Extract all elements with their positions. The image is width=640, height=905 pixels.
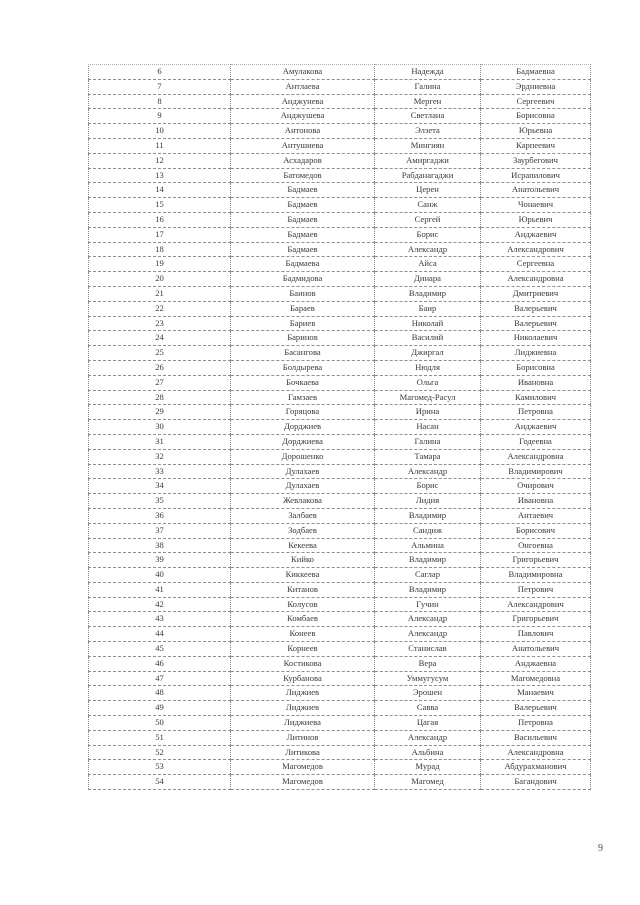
surname-cell: Бадмаев	[231, 227, 375, 242]
patronymic-cell: Магомедовна	[481, 671, 591, 686]
surname-cell: Комбаев	[231, 612, 375, 627]
row-number-cell: 27	[89, 375, 231, 390]
table-row	[89, 716, 591, 731]
table-row	[89, 642, 591, 657]
roster-table-body	[89, 65, 591, 790]
surname-cell: Бадмаев	[231, 183, 375, 198]
table-row	[89, 109, 591, 124]
table-row	[89, 301, 591, 316]
first-name-cell: Амиргаджи	[375, 153, 481, 168]
surname-cell: Бариев	[231, 316, 375, 331]
first-name-cell: Цагая	[375, 716, 481, 731]
row-number-cell: 15	[89, 198, 231, 213]
table-row	[89, 656, 591, 671]
surname-cell: Бадмаев	[231, 198, 375, 213]
row-number-cell: 43	[89, 612, 231, 627]
surname-cell: Баринов	[231, 331, 375, 346]
first-name-cell: Владимир	[375, 582, 481, 597]
row-number-cell: 13	[89, 168, 231, 183]
table-row	[89, 568, 591, 583]
patronymic-cell: Николаевич	[481, 331, 591, 346]
surname-cell: Лиджиев	[231, 686, 375, 701]
patronymic-cell: Лиджиевна	[481, 346, 591, 361]
patronymic-cell: Валерьевич	[481, 316, 591, 331]
first-name-cell: Борис	[375, 227, 481, 242]
table-row	[89, 124, 591, 139]
table-row	[89, 257, 591, 272]
surname-cell: Жевлакова	[231, 494, 375, 509]
surname-cell: Дорошенко	[231, 449, 375, 464]
patronymic-cell: Абдурахманович	[481, 760, 591, 775]
patronymic-cell: Александровна	[481, 272, 591, 287]
patronymic-cell: Исрапилович	[481, 168, 591, 183]
surname-cell: Магомедов	[231, 760, 375, 775]
first-name-cell: Альмина	[375, 538, 481, 553]
row-number-cell: 37	[89, 523, 231, 538]
surname-cell: Литинов	[231, 730, 375, 745]
surname-cell: Бадмаев	[231, 242, 375, 257]
patronymic-cell: Павлович	[481, 627, 591, 642]
patronymic-cell: Владимировна	[481, 568, 591, 583]
row-number-cell: 6	[89, 65, 231, 80]
patronymic-cell: Александровна	[481, 745, 591, 760]
patronymic-cell: Александрович	[481, 242, 591, 257]
surname-cell: Бараев	[231, 301, 375, 316]
row-number-cell: 49	[89, 701, 231, 716]
row-number-cell: 19	[89, 257, 231, 272]
table-row	[89, 434, 591, 449]
row-number-cell: 46	[89, 656, 231, 671]
patronymic-cell: Валерьевич	[481, 701, 591, 716]
first-name-cell: Вера	[375, 656, 481, 671]
patronymic-cell: Антаевич	[481, 508, 591, 523]
patronymic-cell: Сергеевич	[481, 94, 591, 109]
first-name-cell: Церен	[375, 183, 481, 198]
first-name-cell: Николай	[375, 316, 481, 331]
surname-cell: Горяцова	[231, 405, 375, 420]
row-number-cell: 20	[89, 272, 231, 287]
table-row	[89, 775, 591, 790]
surname-cell: Бадмаев	[231, 212, 375, 227]
patronymic-cell: Анджаевич	[481, 420, 591, 435]
patronymic-cell: Борисовна	[481, 109, 591, 124]
row-number-cell: 10	[89, 124, 231, 139]
first-name-cell: Ольга	[375, 375, 481, 390]
table-row	[89, 701, 591, 716]
row-number-cell: 51	[89, 730, 231, 745]
row-number-cell: 35	[89, 494, 231, 509]
first-name-cell: Александр	[375, 627, 481, 642]
table-row	[89, 597, 591, 612]
table-row	[89, 183, 591, 198]
surname-cell: Кекеева	[231, 538, 375, 553]
row-number-cell: 50	[89, 716, 231, 731]
row-number-cell: 26	[89, 360, 231, 375]
row-number-cell: 14	[89, 183, 231, 198]
patronymic-cell: Чонаевич	[481, 198, 591, 213]
row-number-cell: 8	[89, 94, 231, 109]
row-number-cell: 17	[89, 227, 231, 242]
table-row	[89, 686, 591, 701]
first-name-cell: Галина	[375, 434, 481, 449]
patronymic-cell: Григорьевич	[481, 553, 591, 568]
patronymic-cell: Анатольевич	[481, 642, 591, 657]
first-name-cell: Мерген	[375, 94, 481, 109]
row-number-cell: 40	[89, 568, 231, 583]
table-row	[89, 212, 591, 227]
surname-cell: Антонова	[231, 124, 375, 139]
surname-cell: Киккеева	[231, 568, 375, 583]
first-name-cell: Александр	[375, 242, 481, 257]
surname-cell: Колусов	[231, 597, 375, 612]
table-row	[89, 242, 591, 257]
first-name-cell: Тамара	[375, 449, 481, 464]
table-row	[89, 360, 591, 375]
patronymic-cell: Борисовна	[481, 360, 591, 375]
surname-cell: Залбаев	[231, 508, 375, 523]
patronymic-cell: Очирович	[481, 479, 591, 494]
first-name-cell: Насан	[375, 420, 481, 435]
surname-cell: Дулахаев	[231, 479, 375, 494]
patronymic-cell: Заурбегович	[481, 153, 591, 168]
surname-cell: Бочкаева	[231, 375, 375, 390]
patronymic-cell: Григорьевич	[481, 612, 591, 627]
first-name-cell: Рабданагаджи	[375, 168, 481, 183]
surname-cell: Лиджиева	[231, 716, 375, 731]
patronymic-cell: Валерьевич	[481, 301, 591, 316]
surname-cell: Антушиева	[231, 138, 375, 153]
table-row	[89, 538, 591, 553]
row-number-cell: 44	[89, 627, 231, 642]
surname-cell: Дулахаев	[231, 464, 375, 479]
surname-cell: Магомедов	[231, 775, 375, 790]
surname-cell: Анджушева	[231, 109, 375, 124]
patronymic-cell: Юрьевич	[481, 212, 591, 227]
table-row	[89, 612, 591, 627]
first-name-cell: Лидия	[375, 494, 481, 509]
row-number-cell: 11	[89, 138, 231, 153]
row-number-cell: 9	[89, 109, 231, 124]
row-number-cell: 34	[89, 479, 231, 494]
table-row	[89, 79, 591, 94]
patronymic-cell: Петрович	[481, 582, 591, 597]
patronymic-cell: Дмитриевич	[481, 286, 591, 301]
patronymic-cell: Васильевич	[481, 730, 591, 745]
first-name-cell: Альбина	[375, 745, 481, 760]
row-number-cell: 24	[89, 331, 231, 346]
row-number-cell: 38	[89, 538, 231, 553]
first-name-cell: Александр	[375, 730, 481, 745]
table-row	[89, 65, 591, 80]
table-row	[89, 464, 591, 479]
table-row	[89, 730, 591, 745]
patronymic-cell: Александровна	[481, 449, 591, 464]
table-row	[89, 508, 591, 523]
surname-cell: Болдырева	[231, 360, 375, 375]
patronymic-cell: Ивановна	[481, 494, 591, 509]
surname-cell: Асхадаров	[231, 153, 375, 168]
table-row	[89, 138, 591, 153]
patronymic-cell: Владимирович	[481, 464, 591, 479]
patronymic-cell: Анджаевна	[481, 656, 591, 671]
surname-cell: Кийко	[231, 553, 375, 568]
surname-cell: Антлаева	[231, 79, 375, 94]
patronymic-cell: Юрьевна	[481, 124, 591, 139]
table-row	[89, 494, 591, 509]
first-name-cell: Борис	[375, 479, 481, 494]
surname-cell: Зодбаев	[231, 523, 375, 538]
first-name-cell: Элзета	[375, 124, 481, 139]
row-number-cell: 12	[89, 153, 231, 168]
patronymic-cell: Петровна	[481, 405, 591, 420]
patronymic-cell: Годеевна	[481, 434, 591, 449]
first-name-cell: Сандиж	[375, 523, 481, 538]
first-name-cell: Василий	[375, 331, 481, 346]
table-row	[89, 286, 591, 301]
patronymic-cell: Эрдниевна	[481, 79, 591, 94]
row-number-cell: 41	[89, 582, 231, 597]
row-number-cell: 21	[89, 286, 231, 301]
row-number-cell: 53	[89, 760, 231, 775]
row-number-cell: 28	[89, 390, 231, 405]
surname-cell: Корнеев	[231, 642, 375, 657]
row-number-cell: 31	[89, 434, 231, 449]
surname-cell: Бадмидова	[231, 272, 375, 287]
row-number-cell: 42	[89, 597, 231, 612]
row-number-cell: 39	[89, 553, 231, 568]
patronymic-cell: Анатольевич	[481, 183, 591, 198]
row-number-cell: 23	[89, 316, 231, 331]
table-row	[89, 405, 591, 420]
first-name-cell: Владимир	[375, 286, 481, 301]
row-number-cell: 47	[89, 671, 231, 686]
table-row	[89, 198, 591, 213]
first-name-cell: Джиргал	[375, 346, 481, 361]
table-row	[89, 671, 591, 686]
first-name-cell: Светлана	[375, 109, 481, 124]
page-number: 9	[598, 843, 603, 854]
roster-table	[88, 64, 591, 790]
surname-cell: Лиджиев	[231, 701, 375, 716]
row-number-cell: 52	[89, 745, 231, 760]
row-number-cell: 29	[89, 405, 231, 420]
table-row	[89, 745, 591, 760]
patronymic-cell: Борисович	[481, 523, 591, 538]
table-row	[89, 420, 591, 435]
table-row	[89, 760, 591, 775]
patronymic-cell: Онгоевна	[481, 538, 591, 553]
surname-cell: Литикова	[231, 745, 375, 760]
row-number-cell: 33	[89, 464, 231, 479]
row-number-cell: 16	[89, 212, 231, 227]
first-name-cell: Ирина	[375, 405, 481, 420]
table-row	[89, 627, 591, 642]
first-name-cell: Гучин	[375, 597, 481, 612]
table-row	[89, 479, 591, 494]
patronymic-cell: Манаевич	[481, 686, 591, 701]
row-number-cell: 45	[89, 642, 231, 657]
first-name-cell: Санж	[375, 198, 481, 213]
table-row	[89, 390, 591, 405]
patronymic-cell: Камилович	[481, 390, 591, 405]
first-name-cell: Мингиян	[375, 138, 481, 153]
surname-cell: Китанов	[231, 582, 375, 597]
surname-cell: Курбанова	[231, 671, 375, 686]
table-row	[89, 227, 591, 242]
surname-cell: Анджунева	[231, 94, 375, 109]
row-number-cell: 32	[89, 449, 231, 464]
first-name-cell: Мурад	[375, 760, 481, 775]
patronymic-cell: Бадмаевна	[481, 65, 591, 80]
first-name-cell: Магомед-Расул	[375, 390, 481, 405]
surname-cell: Бадмаева	[231, 257, 375, 272]
surname-cell: Дорджиев	[231, 420, 375, 435]
first-name-cell: Айса	[375, 257, 481, 272]
row-number-cell: 25	[89, 346, 231, 361]
table-row	[89, 346, 591, 361]
row-number-cell: 54	[89, 775, 231, 790]
first-name-cell: Уммугусум	[375, 671, 481, 686]
patronymic-cell: Анджаевич	[481, 227, 591, 242]
first-name-cell: Станислав	[375, 642, 481, 657]
first-name-cell: Баир	[375, 301, 481, 316]
table-row	[89, 153, 591, 168]
first-name-cell: Галина	[375, 79, 481, 94]
surname-cell: Костикова	[231, 656, 375, 671]
row-number-cell: 36	[89, 508, 231, 523]
surname-cell: Амулакова	[231, 65, 375, 80]
first-name-cell: Нюдля	[375, 360, 481, 375]
surname-cell: Батомедов	[231, 168, 375, 183]
first-name-cell: Динара	[375, 272, 481, 287]
patronymic-cell: Сергеевна	[481, 257, 591, 272]
table-row	[89, 375, 591, 390]
table-row	[89, 272, 591, 287]
table-row	[89, 523, 591, 538]
table-row	[89, 331, 591, 346]
row-number-cell: 7	[89, 79, 231, 94]
table-row	[89, 168, 591, 183]
first-name-cell: Эрошен	[375, 686, 481, 701]
row-number-cell: 48	[89, 686, 231, 701]
first-name-cell: Магомед	[375, 775, 481, 790]
first-name-cell: Надежда	[375, 65, 481, 80]
first-name-cell: Савва	[375, 701, 481, 716]
table-row	[89, 553, 591, 568]
first-name-cell: Александр	[375, 464, 481, 479]
patronymic-cell: Ивановна	[481, 375, 591, 390]
row-number-cell: 18	[89, 242, 231, 257]
patronymic-cell: Карпеевич	[481, 138, 591, 153]
table-row	[89, 582, 591, 597]
surname-cell: Дорджиева	[231, 434, 375, 449]
first-name-cell: Владимир	[375, 553, 481, 568]
first-name-cell: Саглар	[375, 568, 481, 583]
row-number-cell: 30	[89, 420, 231, 435]
first-name-cell: Александр	[375, 612, 481, 627]
surname-cell: Баинов	[231, 286, 375, 301]
surname-cell: Гамзаев	[231, 390, 375, 405]
table-row	[89, 449, 591, 464]
surname-cell: Басангова	[231, 346, 375, 361]
patronymic-cell: Багандович	[481, 775, 591, 790]
row-number-cell: 22	[89, 301, 231, 316]
surname-cell: Конеев	[231, 627, 375, 642]
patronymic-cell: Александрович	[481, 597, 591, 612]
patronymic-cell: Петровна	[481, 716, 591, 731]
table-row	[89, 94, 591, 109]
first-name-cell: Сергей	[375, 212, 481, 227]
first-name-cell: Владимир	[375, 508, 481, 523]
table-row	[89, 316, 591, 331]
